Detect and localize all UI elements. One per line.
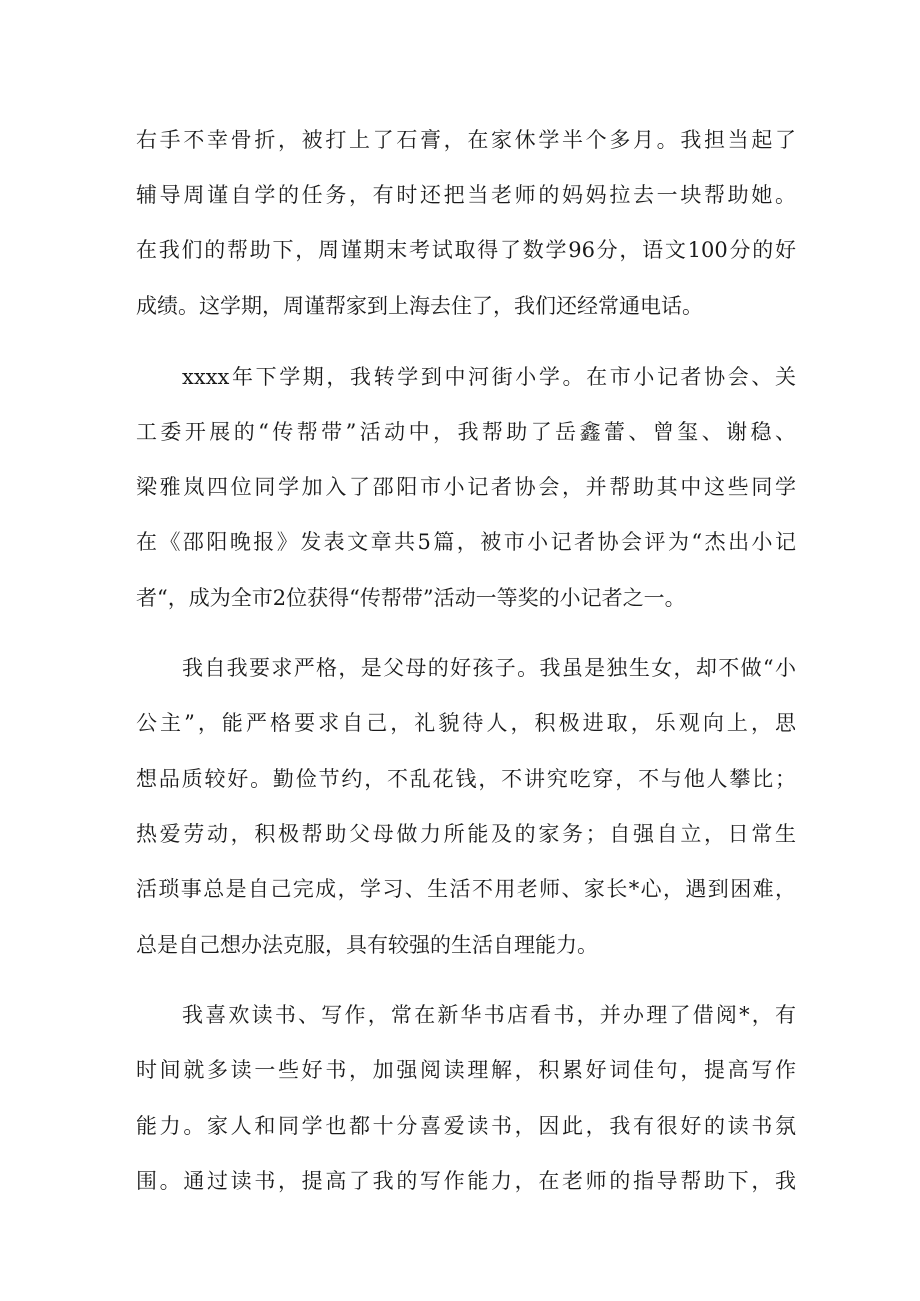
- text-line: 热爱劳动，积极帮助父母做力所能及的家务；自强自立，日常生: [136, 822, 796, 846]
- text-line: 想品质较好。勤俭节约，不乱花钱，不讲究吃穿，不与他人攀比；: [136, 767, 796, 791]
- text-line: 我自我要求严格，是父母的好孩子。我虽是独生女，却不做“小: [182, 656, 796, 680]
- text-line: 工委开展的“传帮带”活动中，我帮助了岳鑫蕾、曾玺、谢稳、: [136, 420, 796, 444]
- text-line: 辅导周谨自学的任务，有时还把当老师的妈妈拉去一块帮助她。: [136, 183, 796, 207]
- text-line: xxxx年下学期，我转学到中河街小学。在市小记者协会、关: [182, 365, 796, 389]
- text-line: 活琐事总是自己完成，学习、生活不用老师、家长*心，遇到困难，: [136, 877, 796, 901]
- text-line: 总是自己想办法克服，具有较强的生活自理能力。: [136, 933, 598, 957]
- text-line: 梁雅岚四位同学加入了邵阳市小记者协会，并帮助其中这些同学: [136, 475, 796, 499]
- text-line: 在《邵阳晚报》发表文章共5篇，被市小记者协会评为“杰出小记: [136, 530, 796, 554]
- text-line: 在我们的帮助下，周谨期末考试取得了数学96分，语文100分的好: [136, 238, 796, 262]
- text-line: 者“，成为全市2位获得“传帮带”活动一等奖的小记者之一。: [136, 586, 686, 610]
- text-line: 右手不幸骨折，被打上了石膏，在家休学半个多月。我担当起了: [136, 128, 796, 152]
- text-line: 围。通过读书，提高了我的写作能力，在老师的指导帮助下，我: [136, 1169, 796, 1193]
- text-line: 公主”，能严格要求自己，礼貌待人，积极进取，乐观向上，思: [136, 711, 796, 735]
- text-line: 能力。家人和同学也都十分喜爱读书，因此，我有很好的读书氛: [136, 1114, 796, 1138]
- text-line: 成绩。这学期，周谨帮家到上海去住了，我们还经常通电话。: [136, 294, 703, 318]
- text-line: 时间就多读一些好书，加强阅读理解，积累好词佳句，提高写作: [136, 1058, 796, 1082]
- text-line: 我喜欢读书、写作，常在新华书店看书，并办理了借阅*，有: [182, 1003, 796, 1027]
